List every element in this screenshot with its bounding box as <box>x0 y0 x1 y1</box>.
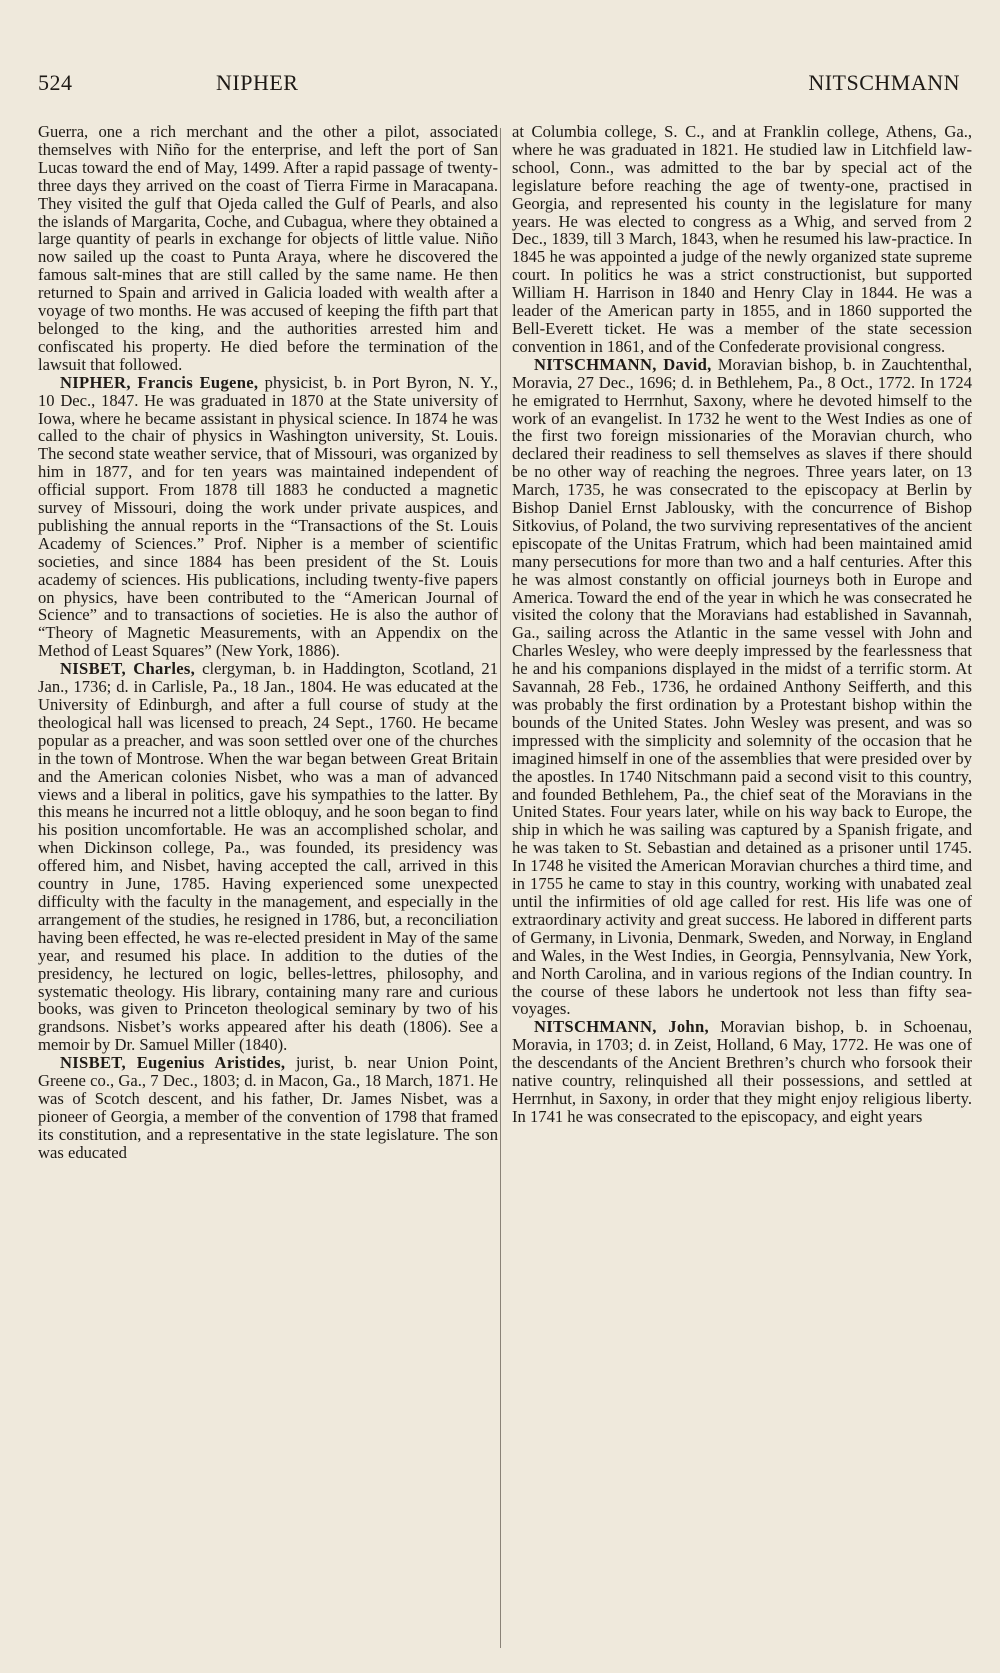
entry-name: NIPHER, Francis Eugene, <box>60 372 259 392</box>
entry-name: NITSCHMANN, John, <box>534 1017 709 1037</box>
entry-text: Moravian bishop, b. in Zauchtenthal, Moravia, 27 Dec., 1696; d. in Bethlehem, Pa., 8 Oct., 1772. In 1724 he emigrated to Herrnhut, Saxony, where he devoted himself to the work of an evangelist. In 1732 he went to the West Indies as one of the first two foreign missionaries of the Moravian church, who declared their readiness to sell themselves as slaves if there should be no other way of reaching the negroes. Three years later, on 13 March, 1735, he was consecrated to the episcopacy at Berlin by Bishop Daniel Ernst Jablousky, with the concurrence of Bishop Sitkovius, of Poland, the two surviving representatives of the ancient episcopate of the Unitas Fratrum, which had been maintained amid many persecutions for more than two and a half centuries. After this he was almost constantly on official journeys both in Europe and America. Toward the end of the year in which he was consecrated he visited the colony that the Moravians had established in Savannah, Ga., sailing across the Atlantic in the same vessel with John and Charles Wesley, who were deeply impressed by the fearlessness that he and his companions displayed in the midst of a terrific storm. At Savannah, 28 Feb., 1736, he ordained Anthony Seifferth, and this was probably the first ordination by a Protestant bishop within the bounds of the United States. John Wesley was present, and was so impressed with the simplicity and solemnity of the occasion that he imagined himself in one of the assemblies that were presided over by the apostles. In 1740 Nitschmann paid a second visit to this country, and founded Bethlehem, Pa., the chief seat of the Moravians in the United States. Four years later, while on his way back to Europe, the ship in which he was sailing was captured by a Spanish frigate, and he was taken to St. Sebastian and detained as a prisoner until 1745. In 1748 he visited the American Moravian churches a third time, and in 1755 he came to stay in this country, working with unabated zeal until the infirmities of old age called for rest. His life was one of extraordinary activity and great success. He labored in different parts of Germany, in Livonia, Denmark, Sweden, and Norway, in England and Wales, in the West Indies, in Georgia, Pennsylvania, New York, and North Carolina, and in various regions of the Indian country. In the course of these labors he undertook not less than fifty sea-voyages. <box>512 354 972 1019</box>
entry-nitschmann-john <box>512 1018 972 1125</box>
entry-name: NITSCHMANN, David, <box>534 354 712 374</box>
right-running-head: NITSCHMANN <box>808 70 960 95</box>
right-column <box>512 123 972 1658</box>
column-divider <box>500 128 501 1648</box>
entry-text: physicist, b. in Port Byron, N. Y., 10 Dec., 1847. He was graduated in 1870 at the State university of Iowa, where he became assistant in physical science. In 1874 he was called to the chair of physics in Washington university, St. Louis. The second state weather service, that of Missouri, was organized by him in 1877, and for ten years was maintained independent of official support. From 1878 till 1883 he conducted a magnetic survey of Missouri, doing the work under private auspices, and publishing the annual reports in the “Transactions of the St. Louis Academy of Sciences.” Prof. Nipher is a member of scientific societies, and since 1884 has been president of the St. Louis academy of sciences. His publications, including twenty-five papers on physics, have been contributed to the “American Journal of Science” and to transactions of societies. He is also the author of “Theory of Magnetic Measurements, with an Appendix on the Method of Least Squares” (New York, 1886). <box>38 372 498 661</box>
entry-name: NISBET, Charles, <box>60 659 196 679</box>
entry-text: clergyman, b. in Haddington, Scotland, 21 Jan., 1736; d. in Carlisle, Pa., 18 Jan., 1804. He was educated at the University of Edinburgh, and after a full course of study at the theological hall was licensed to preach, 24 Sept., 1760. He became popular as a preacher, and was soon settled over one of the churches in the town of Montrose. When the war began between Great Britain and the American colonies Nisbet, who was a man of advanced views and a liberal in politics, gave his sympathies to the latter. By this means he incurred not a little obloquy, and he soon began to find his position uncomfortable. He was an accomplished scholar, and when Dickinson college, Pa., was founded, its presidency was offered him, and Nisbet, having accepted the call, arrived in this country in June, 1785. Having experienced some unexpected difficulty with the faculty in the management, and especially in the arrangement of the studies, he resigned in 1786, but, a reconciliation having been effected, he was re-elected president in May of the same year, and resumed his place. In addition to the duties of the presidency, he lectured on logic, belles-lettres, philosophy, and systematic theology. His library, containing many rare and curious books, was given to Princeton theological seminary by two of his grandsons. Nisbet’s works appeared after his death (1806). See a memoir by Dr. Samuel Miller (1840). <box>38 659 498 1055</box>
entry-nitschmann-david <box>512 356 972 1019</box>
page-number: 524 <box>38 70 73 95</box>
entry-text: Moravian bishop, b. in Schoenau, Moravia, in 1703; d. in Zeist, Holland, 6 May, 1772. He was one of the descendants of the Ancient Brethren’s church who forsook their native country, relinquished all their possessions, and settled at Herrnhut, in Saxony, in order that they might enjoy religious liberty. In 1741 he was consecrated to the episcopacy, and eight years <box>512 1017 972 1126</box>
left-column <box>38 123 498 1658</box>
continued-paragraph: Guerra, one a rich merchant and the other a pilot, associated themselves with Niño for the enterprise, and left the port of San Lucas toward the end of May, 1499. After a rapid passage of twenty-three days they arrived on the coast of Tierra Firme in Maracapana. They visited the gulf that Ojeda called the Gulf of Pearls, and also the islands of Margarita, Coche, and Cubagua, where they obtained a large quantity of pearls in exchange for objects of little value. Niño now sailed up the coast to Punta Araya, where he discovered the famous salt-mines that are still called by the same name. He then returned to Spain and arrived in Galicia loaded with wealth after a voyage of two months. He was accused of keeping the fifth part that belonged to the king, and the authorities arrested him and confiscated his property. He died before the termination of the lawsuit that followed. <box>38 123 498 374</box>
continued-paragraph: at Columbia college, S. C., and at Franklin college, Athens, Ga., where he was graduated in 1821. He studied law in Litchfield law-school, Conn., was admitted to the bar by special act of the legislature before reaching the age of twenty-one, practised in Georgia, and represented his county in the legislature for many years. He was elected to congress as a Whig, and served from 2 Dec., 1839, till 3 March, 1843, when he resumed his law-practice. In 1845 he was appointed a judge of the newly organized state supreme court. In politics he was a strict constructionist, but supported William H. Harrison in 1840 and Henry Clay in 1844. He was a leader of the American party in 1855, and in 1860 supported the Bell-Everett ticket. He was a member of the state secession convention in 1861, and of the Confederate provisional congress. <box>512 123 972 356</box>
entry-text: jurist, b. near Union Point, Greene co., Ga., 7 Dec., 1803; d. in Macon, Ga., 18 March, 1871. He was of Scotch descent, and his father, Dr. James Nisbet, was a pioneer of Georgia, a member of the convention of 1798 that framed its constitution, and a representative in the state legislature. The son was educated <box>38 1053 498 1162</box>
entry-name: NISBET, Eugenius Aristides, <box>60 1053 286 1073</box>
running-header <box>38 70 960 110</box>
left-running-head: NIPHER <box>216 70 299 95</box>
entry-nisbet-charles <box>38 660 498 1054</box>
entry-nisbet-eugenius <box>38 1054 498 1161</box>
entry-nipher-francis <box>38 374 498 661</box>
